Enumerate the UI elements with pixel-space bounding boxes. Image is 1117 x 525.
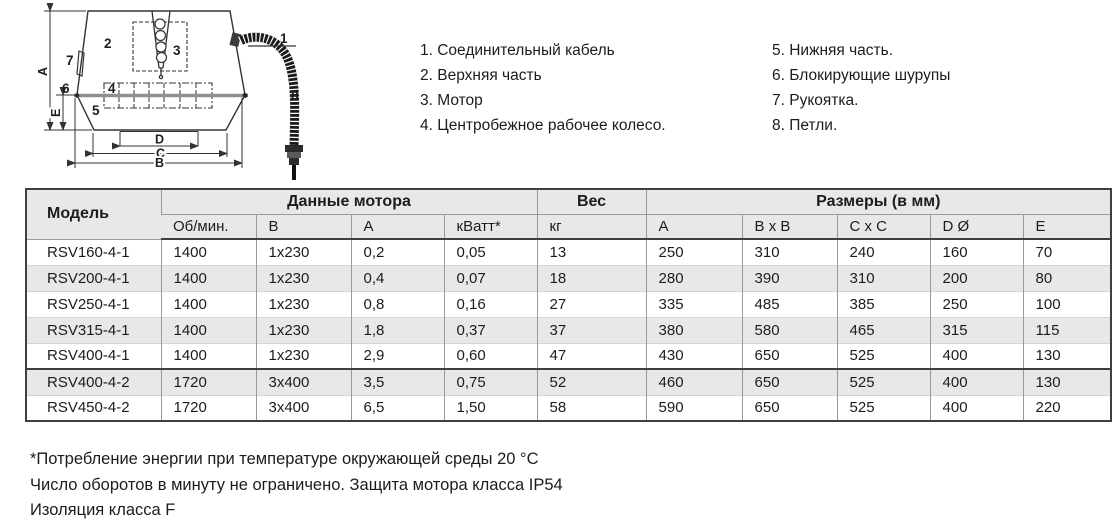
table-cell: 6,5 bbox=[351, 395, 444, 421]
table-cell: 100 bbox=[1023, 291, 1111, 317]
model-cell: RSV400-4-2 bbox=[26, 369, 161, 395]
table-cell: 1x230 bbox=[256, 239, 351, 265]
part-label-1: 1 bbox=[280, 31, 288, 46]
table-cell: 1x230 bbox=[256, 265, 351, 291]
table-row bbox=[26, 369, 1111, 395]
motor-circles bbox=[155, 19, 167, 63]
dim-label-D: D bbox=[155, 132, 165, 147]
table-cell: 390 bbox=[742, 265, 837, 291]
table-cell: 200 bbox=[930, 265, 1023, 291]
table-cell: 130 bbox=[1023, 369, 1111, 395]
table-cell: 130 bbox=[1023, 343, 1111, 369]
table-cell: 1720 bbox=[161, 395, 256, 421]
parts-legend-column-2 bbox=[772, 38, 950, 138]
model-cell: RSV315-4-1 bbox=[26, 317, 161, 343]
footnotes bbox=[30, 447, 563, 524]
table-cell: 1400 bbox=[161, 317, 256, 343]
table-cell: 1x230 bbox=[256, 343, 351, 369]
table-cell: 13 bbox=[537, 239, 646, 265]
table-cell: 650 bbox=[742, 395, 837, 421]
table-cell: 1,50 bbox=[444, 395, 537, 421]
table-sub-header-row bbox=[26, 214, 1111, 239]
column-header-dim-d: D Ø bbox=[930, 214, 1023, 239]
lower-housing-outline bbox=[77, 95, 245, 130]
spec-table-container bbox=[25, 188, 1112, 422]
table-cell: 220 bbox=[1023, 395, 1111, 421]
legend-item: 6. Блокирующие шурупы bbox=[772, 67, 951, 84]
column-header-dim-a: A bbox=[646, 214, 742, 239]
model-cell: RSV160-4-1 bbox=[47, 243, 130, 261]
table-cell: 250 bbox=[646, 239, 742, 265]
part-label-8: 8 bbox=[291, 88, 299, 103]
table-cell: 485 bbox=[742, 291, 837, 317]
dim-label-B: B bbox=[155, 156, 165, 170]
table-cell: 280 bbox=[646, 265, 742, 291]
legend-item: 8. Петли. bbox=[772, 117, 838, 134]
table-cell: 58 bbox=[537, 395, 646, 421]
table-cell: 335 bbox=[646, 291, 742, 317]
part-label-6: 6 bbox=[62, 81, 70, 96]
table-cell: 47 bbox=[537, 343, 646, 369]
table-row bbox=[26, 317, 1111, 343]
table-cell: 1400 bbox=[161, 239, 256, 265]
table-cell: 0,2 bbox=[351, 239, 444, 265]
table-cell: 1x230 bbox=[256, 291, 351, 317]
table-cell: 0,4 bbox=[351, 265, 444, 291]
table-cell: 250 bbox=[930, 291, 1023, 317]
column-group-dimensions: Размеры (в мм) bbox=[646, 189, 1111, 214]
column-header-dim-e: E bbox=[1023, 214, 1111, 239]
table-cell: 380 bbox=[646, 317, 742, 343]
corrugated-cable bbox=[240, 37, 295, 145]
table-cell: 385 bbox=[837, 291, 930, 317]
table-row bbox=[26, 291, 1111, 317]
table-cell: 460 bbox=[646, 369, 742, 395]
column-header-kg: кг bbox=[537, 214, 646, 239]
column-group-weight: Вес bbox=[537, 189, 646, 214]
table-cell: 70 bbox=[1023, 239, 1111, 265]
table-cell: 1720 bbox=[161, 369, 256, 395]
table-cell: 315 bbox=[930, 317, 1023, 343]
column-header-dim-bxb: B x B bbox=[742, 214, 837, 239]
model-cell: RSV200-4-1 bbox=[26, 265, 161, 291]
column-header-dim-cxc: C x C bbox=[837, 214, 930, 239]
table-cell: 0,8 bbox=[351, 291, 444, 317]
part-label-7: 7 bbox=[66, 53, 74, 68]
table-cell: 18 bbox=[537, 265, 646, 291]
column-header-kwatt: кВатт* bbox=[444, 214, 537, 239]
table-cell: 0,16 bbox=[444, 291, 537, 317]
table-cell: 400 bbox=[930, 395, 1023, 421]
table-row bbox=[26, 395, 1111, 421]
parts-legend-column-1 bbox=[420, 38, 666, 138]
cable-connector bbox=[285, 145, 303, 180]
footnote-line: Число оборотов в минуту не ограничено. Защита мотора класса IP54 bbox=[30, 475, 563, 494]
table-cell: 160 bbox=[930, 239, 1023, 265]
table-cell: 525 bbox=[837, 395, 930, 421]
part-label-3: 3 bbox=[173, 43, 181, 58]
legend-item: 5. Нижняя часть. bbox=[772, 42, 894, 59]
column-group-motor-data: Данные мотора bbox=[161, 189, 537, 214]
footnote-line: Изоляция класса F bbox=[30, 501, 176, 519]
table-cell: 3x400 bbox=[256, 395, 351, 421]
table-cell: 3x400 bbox=[256, 369, 351, 395]
table-cell: 400 bbox=[930, 343, 1023, 369]
table-cell: 240 bbox=[837, 239, 930, 265]
table-cell: 0,37 bbox=[444, 317, 537, 343]
table-cell: 3,5 bbox=[351, 369, 444, 395]
model-cell: RSV250-4-1 bbox=[26, 291, 161, 317]
table-cell: 0,07 bbox=[444, 265, 537, 291]
table-cell: 37 bbox=[537, 317, 646, 343]
table-cell: 525 bbox=[837, 369, 930, 395]
column-header-rpm: Об/мин. bbox=[161, 214, 256, 239]
table-cell: 580 bbox=[742, 317, 837, 343]
model-cell: RSV400-4-1 bbox=[26, 343, 161, 369]
spec-table bbox=[25, 188, 1112, 422]
dim-label-A: A bbox=[36, 66, 50, 76]
fan-technical-drawing bbox=[0, 0, 400, 190]
table-cell: 430 bbox=[646, 343, 742, 369]
column-header-amps: А bbox=[351, 214, 444, 239]
table-cell: 27 bbox=[537, 291, 646, 317]
table-cell: 310 bbox=[742, 239, 837, 265]
legend-item: 2. Верхняя часть bbox=[420, 67, 542, 84]
table-row bbox=[26, 343, 1111, 369]
column-header-model: Модель bbox=[26, 189, 161, 239]
table-cell: 1400 bbox=[161, 265, 256, 291]
table-cell: 52 bbox=[537, 369, 646, 395]
table-cell: 525 bbox=[837, 343, 930, 369]
table-cell: 1400 bbox=[161, 343, 256, 369]
model-cell: RSV450-4-2 bbox=[26, 395, 161, 421]
dim-label-E: E bbox=[49, 108, 63, 117]
table-row bbox=[26, 239, 1111, 265]
legend-item: 7. Рукоятка. bbox=[772, 92, 859, 109]
legend-item: 4. Центробежное рабочее колесо. bbox=[420, 117, 666, 134]
table-cell: 310 bbox=[837, 265, 930, 291]
table-cell: 115 bbox=[1023, 317, 1111, 343]
footnote-line: *Потребление энергии при температуре окружающей среды 20 °C bbox=[30, 450, 539, 468]
table-row bbox=[26, 265, 1111, 291]
table-cell: 650 bbox=[742, 343, 837, 369]
table-cell: 0,05 bbox=[444, 239, 537, 265]
table-cell: 590 bbox=[646, 395, 742, 421]
table-cell: 1,8 bbox=[351, 317, 444, 343]
table-cell: 400 bbox=[930, 369, 1023, 395]
legend-item: 3. Мотор bbox=[420, 92, 483, 109]
table-cell: 650 bbox=[742, 369, 837, 395]
table-group-header-row bbox=[26, 189, 1111, 214]
table-cell: 1400 bbox=[161, 291, 256, 317]
table-cell: 1x230 bbox=[256, 317, 351, 343]
part-label-4: 4 bbox=[108, 81, 116, 96]
table-cell: 465 bbox=[837, 317, 930, 343]
table-cell: 0,75 bbox=[444, 369, 537, 395]
column-header-voltage: В bbox=[256, 214, 351, 239]
table-cell: 0,60 bbox=[444, 343, 537, 369]
dim-label-C: C bbox=[156, 146, 166, 161]
table-cell: 80 bbox=[1023, 265, 1111, 291]
part-label-5: 5 bbox=[92, 103, 100, 118]
legend-item: 1. Соединительный кабель bbox=[420, 42, 615, 59]
table-cell: 2,9 bbox=[351, 343, 444, 369]
part-label-2: 2 bbox=[104, 36, 112, 51]
